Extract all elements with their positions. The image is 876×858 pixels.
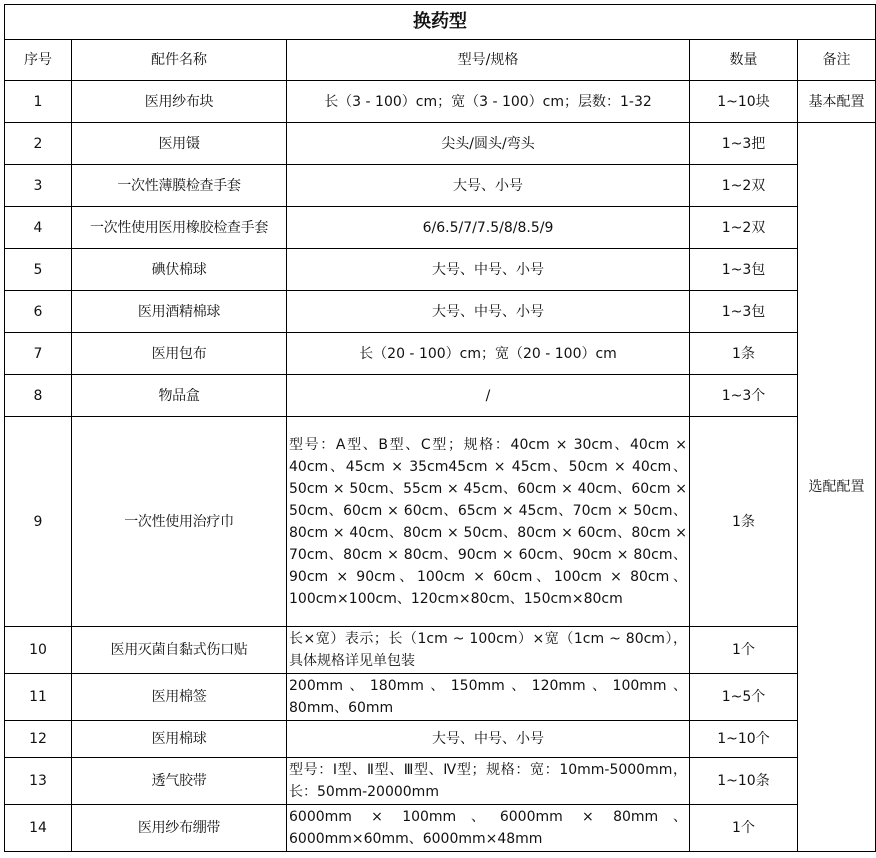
row-spec: 大号、中号、小号 [287, 249, 690, 291]
row-qty: 1~10个 [690, 721, 798, 758]
table-row [5, 758, 876, 805]
row-index: 6 [5, 291, 72, 333]
table-row [5, 721, 876, 758]
header-spec: 型号/规格 [287, 40, 690, 81]
row-name: 医用棉球 [72, 721, 287, 758]
row-spec: 大号、中号、小号 [287, 721, 690, 758]
row-spec: 6000mm × 100mm、6000mm × 80mm、6000mm×60mm、6000mm×48mm [287, 805, 690, 852]
row-index: 2 [5, 123, 72, 165]
row-qty: 1条 [690, 417, 798, 627]
row-index: 9 [5, 417, 72, 627]
row-qty: 1~2双 [690, 207, 798, 249]
dressing-kit-table [4, 4, 876, 852]
row-qty: 1~3包 [690, 291, 798, 333]
table-row [5, 417, 876, 627]
row-index: 11 [5, 674, 72, 721]
row-name: 碘伏棉球 [72, 249, 287, 291]
table-row [5, 333, 876, 375]
row-spec: 型号：A型、B型、C型；规格：40cm × 30cm、40cm × 40cm、45cm × 35cm45cm × 45cm、50cm × 40cm、50cm × 50cm、55cm × 45cm、60cm × 40cm、60cm × 50cm、60cm × 60cm、65cm × 45cm、70cm × 50cm、80cm × 40cm、80cm × 50cm、80cm × 60cm、80cm × 70cm、80cm × 80cm、90cm × 60cm、90cm × 80cm、90cm × 90cm、100cm × 60cm、100cm × 80cm、100cm×100cm、120cm×80cm、150cm×80cm [287, 417, 690, 627]
row-name: 医用棉签 [72, 674, 287, 721]
note-optional: 选配配置 [798, 123, 876, 852]
row-index: 1 [5, 81, 72, 123]
table-row [5, 291, 876, 333]
row-qty: 1~5个 [690, 674, 798, 721]
row-name: 一次性使用医用橡胶检查手套 [72, 207, 287, 249]
table-row [5, 805, 876, 852]
table-row [5, 249, 876, 291]
row-index: 5 [5, 249, 72, 291]
row-qty: 1~3把 [690, 123, 798, 165]
row-name: 医用纱布块 [72, 81, 287, 123]
row-spec: 6/6.5/7/7.5/8/8.5/9 [287, 207, 690, 249]
header-qty: 数量 [690, 40, 798, 81]
row-index: 3 [5, 165, 72, 207]
row-qty: 1~3包 [690, 249, 798, 291]
header-row [5, 40, 876, 81]
row-qty: 1条 [690, 333, 798, 375]
header-name: 配件名称 [72, 40, 287, 81]
note-basic: 基本配置 [798, 81, 876, 123]
row-index: 8 [5, 375, 72, 417]
table-row [5, 165, 876, 207]
row-name: 医用灭菌自黏式伤口贴 [72, 627, 287, 674]
row-qty: 1~10块 [690, 81, 798, 123]
table-title: 换药型 [5, 5, 876, 40]
row-index: 10 [5, 627, 72, 674]
row-spec: 长（3 - 100）cm；宽（3 - 100）cm；层数：1-32 [287, 81, 690, 123]
row-name: 医用镊 [72, 123, 287, 165]
header-note: 备注 [798, 40, 876, 81]
table-row [5, 674, 876, 721]
row-spec: / [287, 375, 690, 417]
row-spec: 200mm、180mm、150mm、120mm、100mm、80mm、60mm [287, 674, 690, 721]
row-spec: 尖头/圆头/弯头 [287, 123, 690, 165]
row-qty: 1~10条 [690, 758, 798, 805]
row-name: 医用纱布绷带 [72, 805, 287, 852]
table-row [5, 81, 876, 123]
row-qty: 1~3个 [690, 375, 798, 417]
row-index: 4 [5, 207, 72, 249]
row-index: 7 [5, 333, 72, 375]
row-name: 医用包布 [72, 333, 287, 375]
row-index: 12 [5, 721, 72, 758]
row-qty: 1个 [690, 805, 798, 852]
row-name: 医用酒精棉球 [72, 291, 287, 333]
row-qty: 1~2双 [690, 165, 798, 207]
row-name: 一次性使用治疗巾 [72, 417, 287, 627]
row-name: 物品盒 [72, 375, 287, 417]
row-index: 13 [5, 758, 72, 805]
row-qty: 1个 [690, 627, 798, 674]
header-index: 序号 [5, 40, 72, 81]
table-row [5, 375, 876, 417]
row-spec: 大号、中号、小号 [287, 291, 690, 333]
table-row [5, 627, 876, 674]
row-spec: 长（20 - 100）cm；宽（20 - 100）cm [287, 333, 690, 375]
table-row [5, 207, 876, 249]
row-name: 一次性薄膜检查手套 [72, 165, 287, 207]
row-index: 14 [5, 805, 72, 852]
row-spec: 型号：Ⅰ型、Ⅱ型、Ⅲ型、Ⅳ型；规格：宽：10mm-5000mm，长：50mm-20000mm [287, 758, 690, 805]
row-name: 透气胶带 [72, 758, 287, 805]
table-row [5, 123, 876, 165]
row-spec: 大号、小号 [287, 165, 690, 207]
row-spec: 长×宽）表示；长（1cm ~ 100cm）×宽（1cm ~ 80cm），具体规格详见单包装 [287, 627, 690, 674]
